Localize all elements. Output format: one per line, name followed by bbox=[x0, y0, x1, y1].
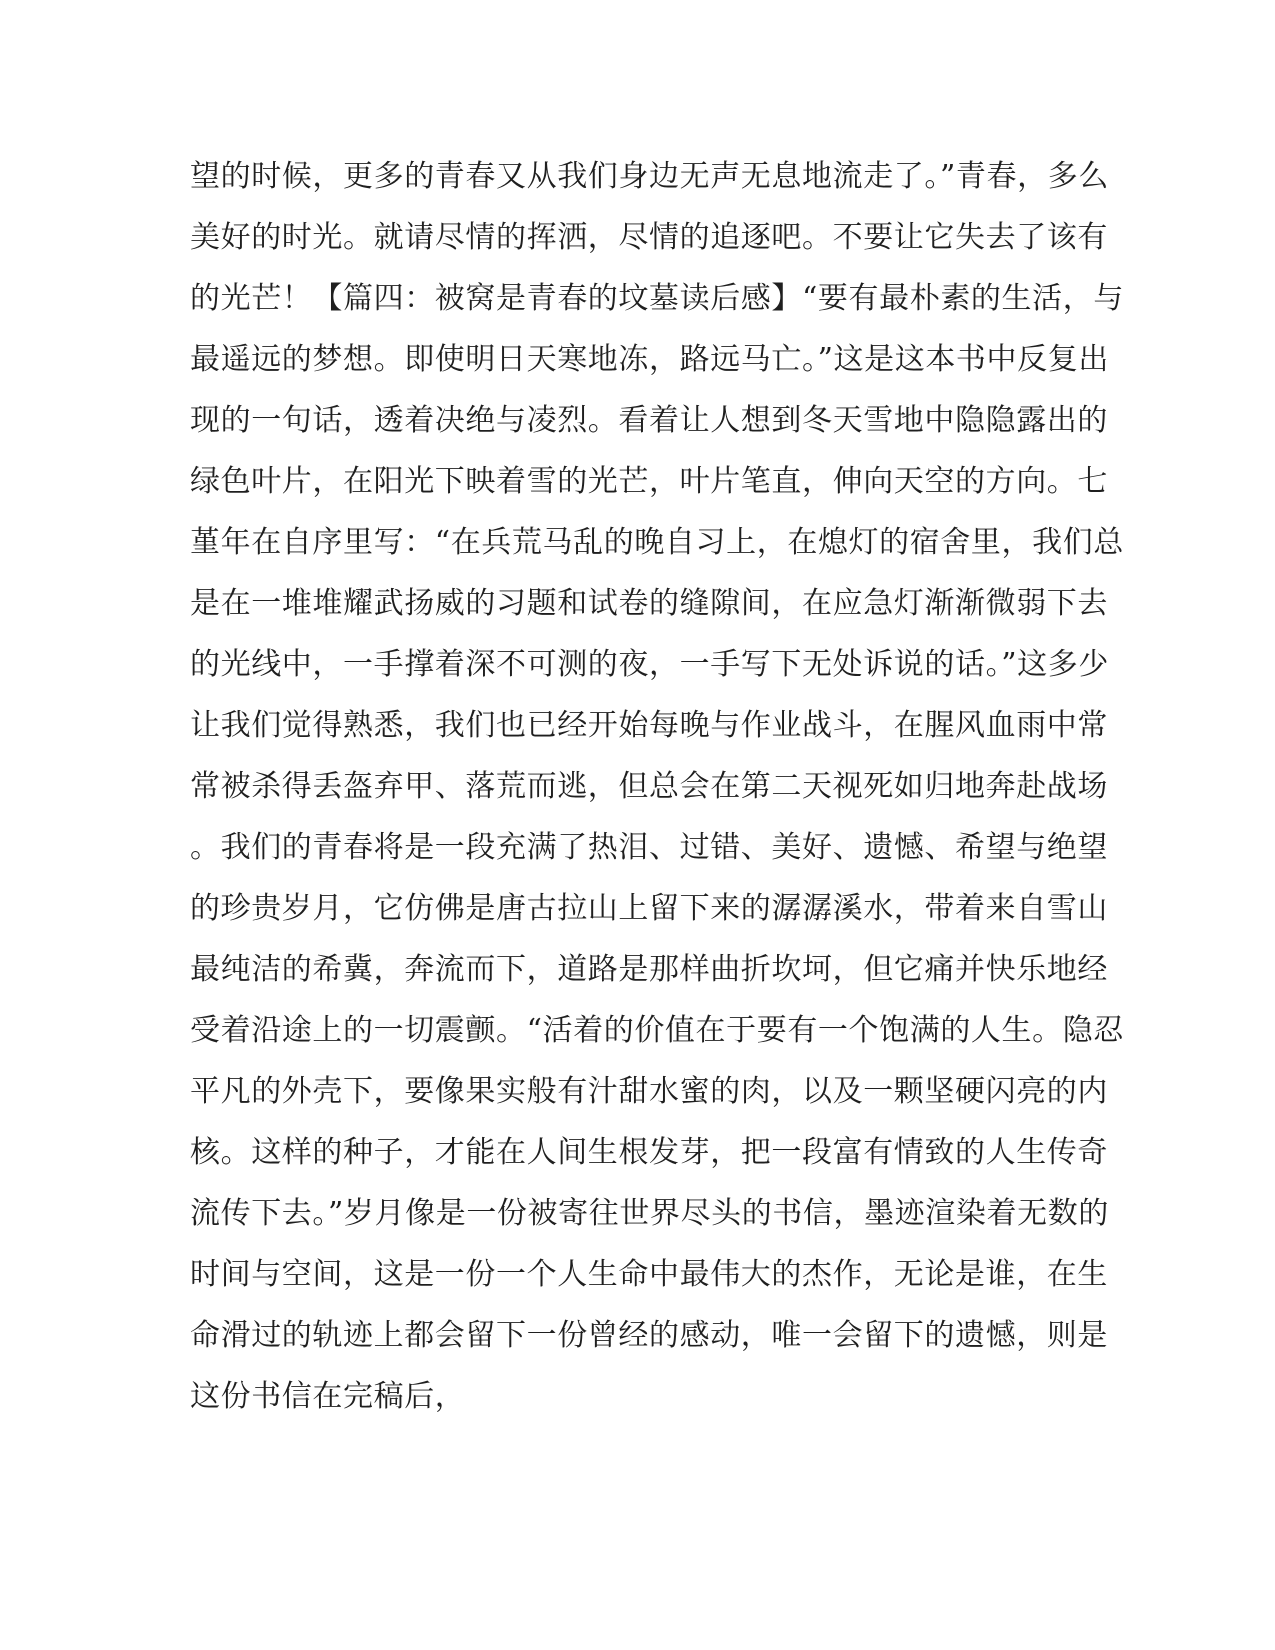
text-line: 。我们的青春将是一段充满了热泪、过错、美好、遗憾、希望与绝望 bbox=[190, 830, 1108, 865]
text-line: 让我们觉得熟悉，我们也已经开始每晚与作业战斗，在腥风血雨中常 bbox=[190, 708, 1108, 743]
text-line: 受着沿途上的一切震颤。“活着的价值在于要有一个饱满的人生。隐忍 bbox=[190, 1013, 1124, 1048]
text-line: 最纯洁的希冀，奔流而下，道路是那样曲折坎坷，但它痛并快乐地经 bbox=[190, 952, 1108, 987]
text-line: 绿色叶片，在阳光下映着雪的光芒，叶片笔直，伸向天空的方向。七 bbox=[190, 464, 1108, 499]
text-line: 平凡的外壳下，要像果实般有汁甜水蜜的肉，以及一颗坚硬闪亮的内 bbox=[190, 1074, 1108, 1109]
text-line: 最遥远的梦想。即使明日天寒地冻，路远马亡。”这是这本书中反复出 bbox=[190, 342, 1109, 377]
text-line: 的光线中，一手撑着深不可测的夜，一手写下无处诉说的话。”这多少 bbox=[190, 647, 1109, 682]
text-line: 堇年在自序里写：“在兵荒马乱的晚自习上，在熄灯的宿舍里，我们总 bbox=[190, 525, 1124, 560]
text-line: 是在一堆堆耀武扬威的习题和试卷的缝隙间，在应急灯渐渐微弱下去 bbox=[190, 586, 1108, 621]
text-line: 望的时候，更多的青春又从我们身边无声无息地流走了。”青春，多么 bbox=[190, 159, 1109, 194]
body-text bbox=[190, 146, 1124, 1427]
text-line: 的光芒！【篇四：被窝是青春的坟墓读后感】“要有最朴素的生活，与 bbox=[190, 281, 1124, 316]
text-line: 美好的时光。就请尽情的挥洒，尽情的追逐吧。不要让它失去了该有 bbox=[190, 220, 1108, 255]
text-line: 这份书信在完稿后， bbox=[190, 1379, 466, 1414]
text-line: 时间与空间，这是一份一个人生命中最伟大的杰作，无论是谁，在生 bbox=[190, 1257, 1108, 1292]
text-line: 核。这样的种子，才能在人间生根发芽，把一段富有情致的人生传奇 bbox=[190, 1135, 1108, 1170]
text-line: 现的一句话，透着决绝与凌烈。看着让人想到冬天雪地中隐隐露出的 bbox=[190, 403, 1108, 438]
text-line: 流传下去。”岁月像是一份被寄往世界尽头的书信，墨迹渲染着无数的 bbox=[190, 1196, 1109, 1231]
text-line: 常被杀得丢盔弃甲、落荒而逃，但总会在第二天视死如归地奔赴战场 bbox=[190, 769, 1108, 804]
text-line: 命滑过的轨迹上都会留下一份曾经的感动，唯一会留下的遗憾，则是 bbox=[190, 1318, 1108, 1353]
text-line: 的珍贵岁月，它仿佛是唐古拉山上留下来的潺潺溪水，带着来自雪山 bbox=[190, 891, 1108, 926]
